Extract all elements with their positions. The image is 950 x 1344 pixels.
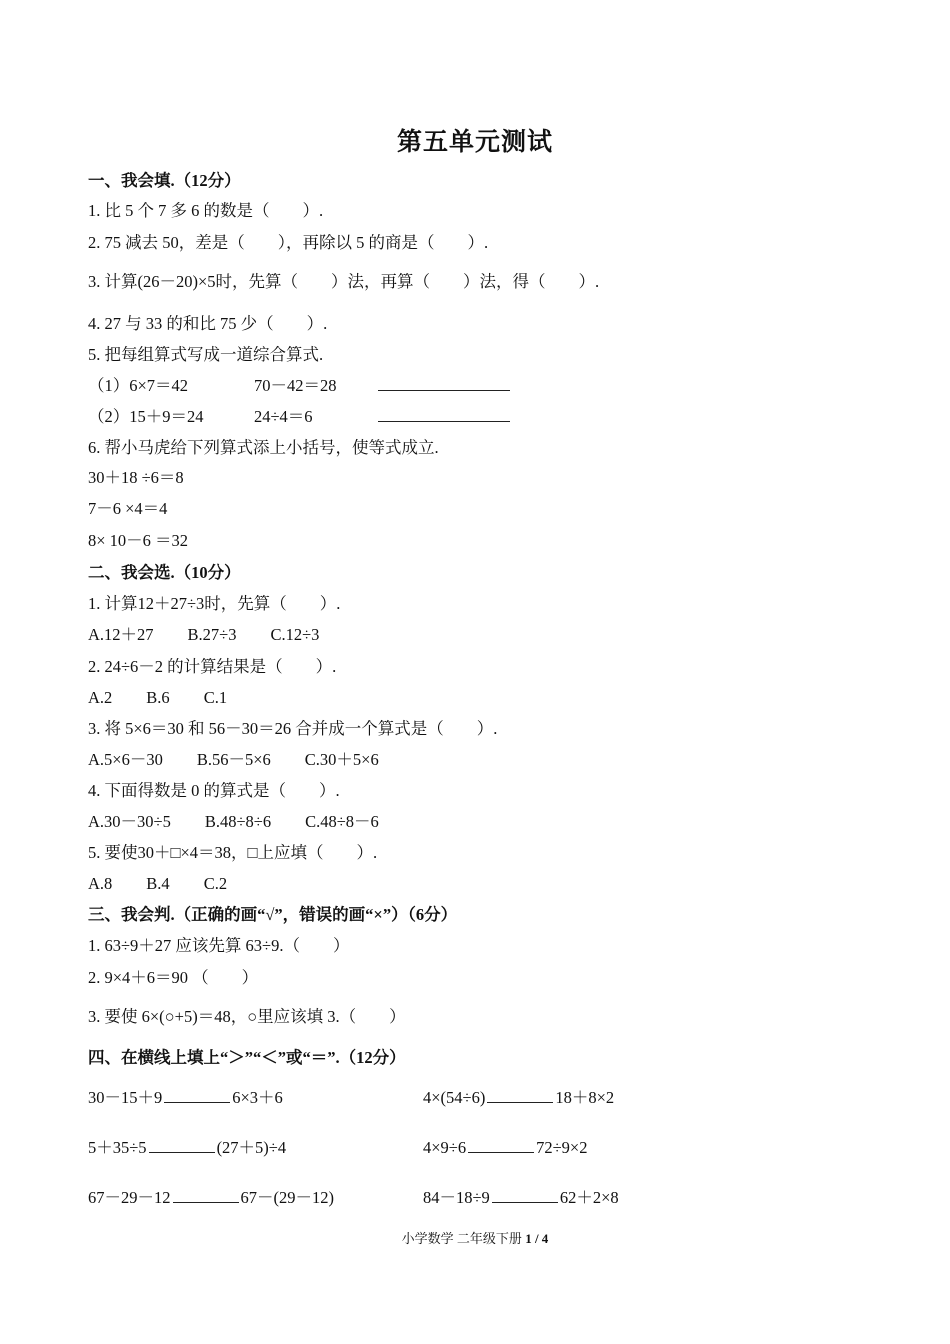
question-1-6b: 7－6 ×4＝4 <box>88 499 168 518</box>
option-a: A.2 <box>88 688 113 707</box>
question-1-6c: 8× 10－6 ＝32 <box>88 531 189 550</box>
question-2-2: 2. 24÷6－2 的计算结果是（ ）. <box>88 657 337 676</box>
question-2-4-options <box>88 811 413 833</box>
q5a-expr-1: （1）6×7＝42 <box>88 376 189 395</box>
compare-row-2-left <box>88 1137 286 1159</box>
option-a: A.30－30÷5 <box>88 812 171 831</box>
compare-blank <box>173 1188 239 1203</box>
option-b: B.27÷3 <box>187 625 237 644</box>
option-c: C.1 <box>203 688 228 707</box>
q5b-expr-2: 24÷4＝6 <box>254 407 313 426</box>
question-1-5b <box>88 406 510 428</box>
option-a: A.8 <box>88 874 113 893</box>
question-1-5a <box>88 375 510 397</box>
page-footer <box>0 1228 950 1247</box>
expr-left: 67－29－12 <box>88 1188 171 1207</box>
question-3-3: 3. 要使 6×(○+5)＝48，○里应该填 3.（ ） <box>88 1007 406 1026</box>
compare-blank <box>149 1138 215 1153</box>
option-b: B.48÷8÷6 <box>204 812 272 831</box>
compare-blank <box>468 1138 534 1153</box>
expr-right: (27＋5)÷4 <box>216 1138 287 1157</box>
option-c: C.48÷8－6 <box>305 812 379 831</box>
question-1-3: 3. 计算(26－20)×5时，先算（ ）法，再算（ ）法，得（ ）. <box>88 272 600 291</box>
q5b-expr-1: （2）15＋9＝24 <box>88 407 204 426</box>
question-3-1: 1. 63÷9＋27 应该先算 63÷9.（ ） <box>88 936 350 955</box>
question-1-4: 4. 27 与 33 的和比 75 少（ ）. <box>88 314 328 333</box>
compare-blank <box>487 1088 553 1103</box>
question-2-1-options <box>88 624 353 646</box>
compare-row-1-right <box>423 1087 614 1109</box>
option-a: A.5×6－30 <box>88 750 163 769</box>
expr-right: 18＋8×2 <box>555 1088 615 1107</box>
compare-row-1-left <box>88 1087 283 1109</box>
compare-row-3-right <box>423 1187 619 1209</box>
expr-left: 84－18÷9 <box>423 1188 490 1207</box>
question-2-5-options <box>88 873 261 895</box>
question-3-2: 2. 9×4＋6＝90 （ ） <box>88 968 259 987</box>
question-2-3-options <box>88 749 413 771</box>
question-2-3: 3. 将 5×6＝30 和 56－30＝26 合并成一个算式是（ ）. <box>88 719 498 738</box>
compare-blank <box>164 1088 230 1103</box>
option-b: B.56－5×6 <box>196 750 271 769</box>
expr-right: 62＋2×8 <box>559 1188 619 1207</box>
question-1-5: 5. 把每组算式写成一道综合算式. <box>88 345 324 364</box>
expr-right: 72÷9×2 <box>536 1138 588 1157</box>
option-b: B.6 <box>146 688 170 707</box>
section-4-heading: 四、在横线上填上“＞”“＜”或“＝”.（12分） <box>88 1048 406 1067</box>
question-2-1: 1. 计算12＋27÷3时，先算（ ）. <box>88 594 341 613</box>
expr-right: 67－(29－12) <box>240 1188 334 1207</box>
footer-text: 小学数学 二年级下册 <box>401 1231 526 1246</box>
question-2-4: 4. 下面得数是 0 的算式是（ ）. <box>88 781 340 800</box>
question-1-6: 6. 帮小马虎给下列算式添上小括号，使等式成立. <box>88 438 439 457</box>
question-1-6a: 30＋18 ÷6＝8 <box>88 468 184 487</box>
question-1-2: 2. 75 减去 50，差是（ ），再除以 5 的商是（ ）. <box>88 233 489 252</box>
q5a-expr-2: 70－42＝28 <box>254 376 337 395</box>
question-2-2-options <box>88 687 261 709</box>
compare-row-3-left <box>88 1187 334 1209</box>
question-1-1: 1. 比 5 个 7 多 6 的数是（ ）. <box>88 201 324 220</box>
compare-row-2-right <box>423 1137 588 1159</box>
expr-left: 4×9÷6 <box>423 1138 467 1157</box>
page-title: 第五单元测试 <box>396 129 553 156</box>
option-b: B.4 <box>146 874 170 893</box>
question-2-5: 5. 要使30＋□×4＝38，□上应填（ ）. <box>88 843 378 862</box>
section-3-heading: 三、我会判.（正确的画“√”，错误的画“×”）（6分） <box>88 905 458 924</box>
section-1-heading: 一、我会填.（12分） <box>88 171 241 190</box>
section-2-heading: 二、我会选.（10分） <box>88 563 241 582</box>
compare-blank <box>492 1188 558 1203</box>
expr-left: 5＋35÷5 <box>88 1138 147 1157</box>
option-c: C.2 <box>203 874 228 893</box>
option-c: C.30＋5×6 <box>304 750 379 769</box>
option-c: C.12÷3 <box>270 625 320 644</box>
answer-line <box>378 407 510 422</box>
answer-line <box>378 376 510 391</box>
expr-right: 6×3＋6 <box>232 1088 283 1107</box>
expr-left: 30－15＋9 <box>88 1088 163 1107</box>
option-a: A.12＋27 <box>88 625 154 644</box>
page-number: 1 / 4 <box>525 1231 549 1246</box>
expr-left: 4×(54÷6) <box>423 1088 486 1107</box>
